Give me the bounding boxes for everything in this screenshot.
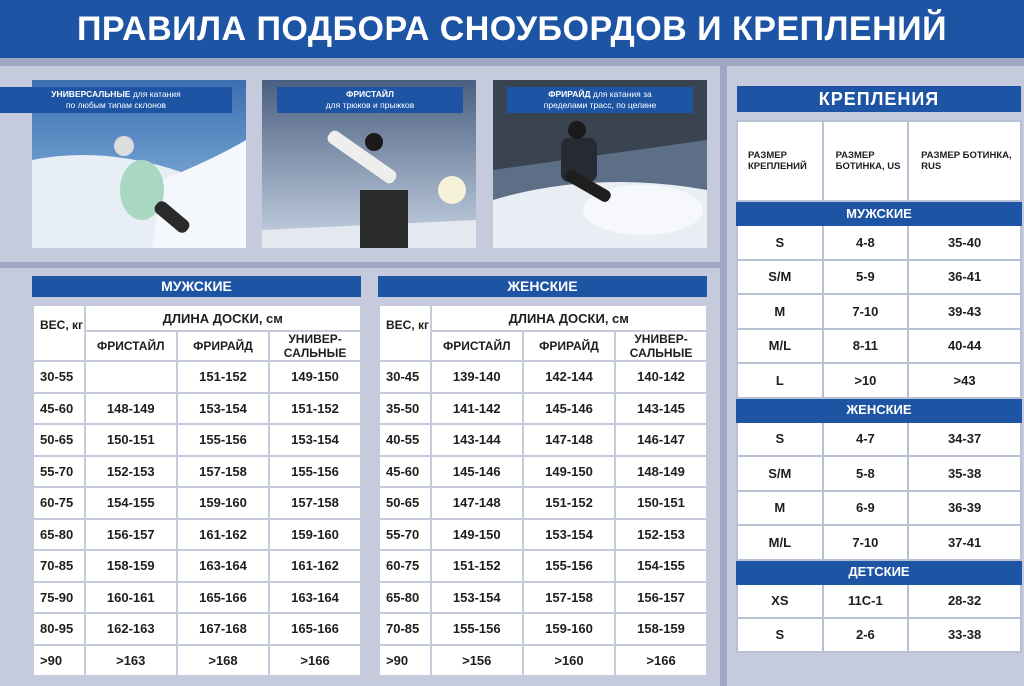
women-board-cell: 157-158 xyxy=(523,582,615,614)
bindings-cell: XS xyxy=(737,584,823,618)
women-board-cell: 55-70 xyxy=(379,519,431,551)
women-board-cell: 70-85 xyxy=(379,613,431,645)
women-board-cell: >166 xyxy=(615,645,707,677)
bindings-cell: 36-41 xyxy=(908,260,1021,295)
men-board-cell: >90 xyxy=(33,645,85,677)
bindings-title: КРЕПЛЕНИЯ xyxy=(737,86,1021,112)
men-board-cell: 157-158 xyxy=(269,487,361,519)
women-board-cell: 151-152 xyxy=(431,550,523,582)
men-board-cell: 60-75 xyxy=(33,487,85,519)
women-board-cell: 142-144 xyxy=(523,361,615,393)
bindings-row xyxy=(737,584,1021,618)
men-board-cell: 153-154 xyxy=(177,393,269,425)
women-board-cell: 155-156 xyxy=(523,550,615,582)
men-col-universal: УНИВЕР-САЛЬНЫЕ xyxy=(269,331,361,361)
men-length-header: ДЛИНА ДОСКИ, см xyxy=(85,305,361,331)
bindings-cell: L xyxy=(737,363,823,398)
men-board-row xyxy=(33,361,361,393)
men-board-cell: 75-90 xyxy=(33,582,85,614)
men-board-cell: 65-80 xyxy=(33,519,85,551)
bindings-row xyxy=(737,618,1021,652)
bindings-group-header xyxy=(737,560,1021,584)
bindings-cell: 2-6 xyxy=(823,618,908,652)
women-board-row xyxy=(379,613,707,645)
bindings-col-size: РАЗМЕР КРЕПЛЕНИЙ xyxy=(737,121,823,201)
men-board-row xyxy=(33,613,361,645)
women-board-cell: 147-148 xyxy=(431,487,523,519)
women-board-cell: 146-147 xyxy=(615,424,707,456)
bindings-group-title: ДЕТСКИЕ xyxy=(737,560,1021,584)
bindings-cell: 8-11 xyxy=(823,329,908,364)
women-board-row xyxy=(379,487,707,519)
bindings-cell: 6-9 xyxy=(823,491,908,526)
women-length-header: ДЛИНА ДОСКИ, см xyxy=(431,305,707,331)
women-board-row xyxy=(379,393,707,425)
page-title: ПРАВИЛА ПОДБОРА СНОУБОРДОВ И КРЕПЛЕНИЙ xyxy=(0,0,1024,58)
bindings-cell: 37-41 xyxy=(908,525,1021,560)
men-board-cell: 150-151 xyxy=(85,424,177,456)
bindings-cell: 28-32 xyxy=(908,584,1021,618)
bindings-cell: >10 xyxy=(823,363,908,398)
women-board-row xyxy=(379,361,707,393)
bindings-row xyxy=(737,491,1021,526)
women-board-row xyxy=(379,456,707,488)
women-board-cell: 139-140 xyxy=(431,361,523,393)
bindings-cell: M/L xyxy=(737,525,823,560)
men-board-cell: 154-155 xyxy=(85,487,177,519)
men-board-cell: >166 xyxy=(269,645,361,677)
women-board-row xyxy=(379,424,707,456)
bindings-cell: 5-9 xyxy=(823,260,908,295)
bindings-cell: 4-7 xyxy=(823,422,908,457)
women-col-freeride: ФРИРАЙД xyxy=(523,331,615,361)
men-board-cell: 149-150 xyxy=(269,361,361,393)
men-board-cell: 159-160 xyxy=(269,519,361,551)
men-board-row xyxy=(33,582,361,614)
men-board-cell: 158-159 xyxy=(85,550,177,582)
men-board-cell: 161-162 xyxy=(269,550,361,582)
men-board-cell: 157-158 xyxy=(177,456,269,488)
bindings-cell: 36-39 xyxy=(908,491,1021,526)
bindings-cell: S/M xyxy=(737,260,823,295)
women-board-cell: 148-149 xyxy=(615,456,707,488)
women-board-row xyxy=(379,645,707,677)
bindings-row xyxy=(737,225,1021,260)
men-board-cell: 155-156 xyxy=(269,456,361,488)
men-boards-table xyxy=(32,304,362,677)
bindings-cell: S/M xyxy=(737,456,823,491)
bindings-cell: M xyxy=(737,294,823,329)
men-board-row xyxy=(33,645,361,677)
women-board-cell: 150-151 xyxy=(615,487,707,519)
women-col-freestyle: ФРИСТАЙЛ xyxy=(431,331,523,361)
men-board-row xyxy=(33,487,361,519)
women-board-cell: 153-154 xyxy=(523,519,615,551)
women-board-cell: 151-152 xyxy=(523,487,615,519)
men-col-freestyle: ФРИСТАЙЛ xyxy=(85,331,177,361)
bindings-row xyxy=(737,422,1021,457)
men-board-cell: 160-161 xyxy=(85,582,177,614)
women-board-cell: 35-50 xyxy=(379,393,431,425)
women-col-universal: УНИВЕР-САЛЬНЫЕ xyxy=(615,331,707,361)
bindings-cell: S xyxy=(737,618,823,652)
men-board-cell xyxy=(85,361,177,393)
men-board-row xyxy=(33,456,361,488)
women-board-cell: 141-142 xyxy=(431,393,523,425)
men-board-cell: 165-166 xyxy=(269,613,361,645)
women-board-cell: 153-154 xyxy=(431,582,523,614)
bindings-row xyxy=(737,294,1021,329)
women-board-cell: 145-146 xyxy=(523,393,615,425)
women-board-cell: >90 xyxy=(379,645,431,677)
photo-caption-freeride: ФРИРАЙД для катания за пределами трасс, по целине xyxy=(507,87,693,113)
men-boards-title: МУЖСКИЕ xyxy=(32,276,361,297)
men-board-cell: 50-65 xyxy=(33,424,85,456)
bindings-group-header xyxy=(737,398,1021,422)
men-board-cell: 153-154 xyxy=(269,424,361,456)
bindings-cell: 33-38 xyxy=(908,618,1021,652)
men-board-cell: 70-85 xyxy=(33,550,85,582)
women-board-cell: 152-153 xyxy=(615,519,707,551)
men-board-row xyxy=(33,393,361,425)
men-board-cell: 165-166 xyxy=(177,582,269,614)
women-board-row xyxy=(379,582,707,614)
bindings-cell: 7-10 xyxy=(823,525,908,560)
bindings-row xyxy=(737,329,1021,364)
women-board-cell: 140-142 xyxy=(615,361,707,393)
bindings-cell: 39-43 xyxy=(908,294,1021,329)
men-board-cell: 151-152 xyxy=(177,361,269,393)
bindings-cell: M xyxy=(737,491,823,526)
women-board-cell: 143-145 xyxy=(615,393,707,425)
women-board-cell: 60-75 xyxy=(379,550,431,582)
bindings-col-us: РАЗМЕР БОТИНКА, US xyxy=(823,121,908,201)
men-board-cell: 30-55 xyxy=(33,361,85,393)
women-boards-title: ЖЕНСКИЕ xyxy=(378,276,707,297)
women-board-cell: >160 xyxy=(523,645,615,677)
women-board-cell: 145-146 xyxy=(431,456,523,488)
men-board-cell: 162-163 xyxy=(85,613,177,645)
bindings-cell: 34-37 xyxy=(908,422,1021,457)
bindings-group-title: ЖЕНСКИЕ xyxy=(737,398,1021,422)
men-board-cell: 155-156 xyxy=(177,424,269,456)
bindings-cell: 4-8 xyxy=(823,225,908,260)
women-board-cell: 147-148 xyxy=(523,424,615,456)
men-board-cell: >163 xyxy=(85,645,177,677)
women-board-cell: 30-45 xyxy=(379,361,431,393)
bindings-cell: S xyxy=(737,225,823,260)
men-board-row xyxy=(33,519,361,551)
women-board-row xyxy=(379,550,707,582)
women-board-cell: 149-150 xyxy=(431,519,523,551)
men-board-row xyxy=(33,550,361,582)
women-board-cell: 159-160 xyxy=(523,613,615,645)
men-board-cell: 159-160 xyxy=(177,487,269,519)
bindings-col-rus: РАЗМЕР БОТИНКА, RUS xyxy=(908,121,1021,201)
men-board-cell: 152-153 xyxy=(85,456,177,488)
women-board-cell: 45-60 xyxy=(379,456,431,488)
bindings-cell: M/L xyxy=(737,329,823,364)
bindings-cell: 11C-1 xyxy=(823,584,908,618)
men-board-cell: 163-164 xyxy=(177,550,269,582)
women-board-cell: 155-156 xyxy=(431,613,523,645)
women-board-row xyxy=(379,519,707,551)
men-board-cell: 148-149 xyxy=(85,393,177,425)
women-boards-table xyxy=(378,304,708,677)
bindings-group-header xyxy=(737,201,1021,225)
women-board-cell: 149-150 xyxy=(523,456,615,488)
bindings-cell: 35-38 xyxy=(908,456,1021,491)
women-board-cell: 40-55 xyxy=(379,424,431,456)
photo-caption-all-mountain: УНИВЕРСАЛЬНЫЕ для катания по любым типам склонов xyxy=(0,87,232,113)
women-board-cell: 65-80 xyxy=(379,582,431,614)
women-board-cell: 50-65 xyxy=(379,487,431,519)
men-board-cell: 156-157 xyxy=(85,519,177,551)
women-board-cell: 156-157 xyxy=(615,582,707,614)
photo-caption-freestyle: ФРИСТАЙЛ для трюков и прыжков xyxy=(277,87,463,113)
bindings-cell: 35-40 xyxy=(908,225,1021,260)
men-col-freeride: ФРИРАЙД xyxy=(177,331,269,361)
bindings-table xyxy=(736,120,1022,653)
men-weight-header: ВЕС, кг xyxy=(33,305,85,361)
men-board-cell: 163-164 xyxy=(269,582,361,614)
women-board-cell: >156 xyxy=(431,645,523,677)
men-board-cell: 55-70 xyxy=(33,456,85,488)
bindings-cell: 5-8 xyxy=(823,456,908,491)
men-board-cell: 45-60 xyxy=(33,393,85,425)
bindings-cell: S xyxy=(737,422,823,457)
bindings-row xyxy=(737,363,1021,398)
women-board-cell: 143-144 xyxy=(431,424,523,456)
men-board-cell: 167-168 xyxy=(177,613,269,645)
bindings-cell: 7-10 xyxy=(823,294,908,329)
men-board-row xyxy=(33,424,361,456)
women-board-cell: 158-159 xyxy=(615,613,707,645)
bindings-row xyxy=(737,456,1021,491)
women-weight-header: ВЕС, кг xyxy=(379,305,431,361)
bindings-cell: 40-44 xyxy=(908,329,1021,364)
men-board-cell: 151-152 xyxy=(269,393,361,425)
men-board-cell: 161-162 xyxy=(177,519,269,551)
bindings-group-title: МУЖСКИЕ xyxy=(737,201,1021,225)
bindings-cell: >43 xyxy=(908,363,1021,398)
men-board-cell: 80-95 xyxy=(33,613,85,645)
bindings-row xyxy=(737,525,1021,560)
bindings-row xyxy=(737,260,1021,295)
men-board-cell: >168 xyxy=(177,645,269,677)
women-board-cell: 154-155 xyxy=(615,550,707,582)
